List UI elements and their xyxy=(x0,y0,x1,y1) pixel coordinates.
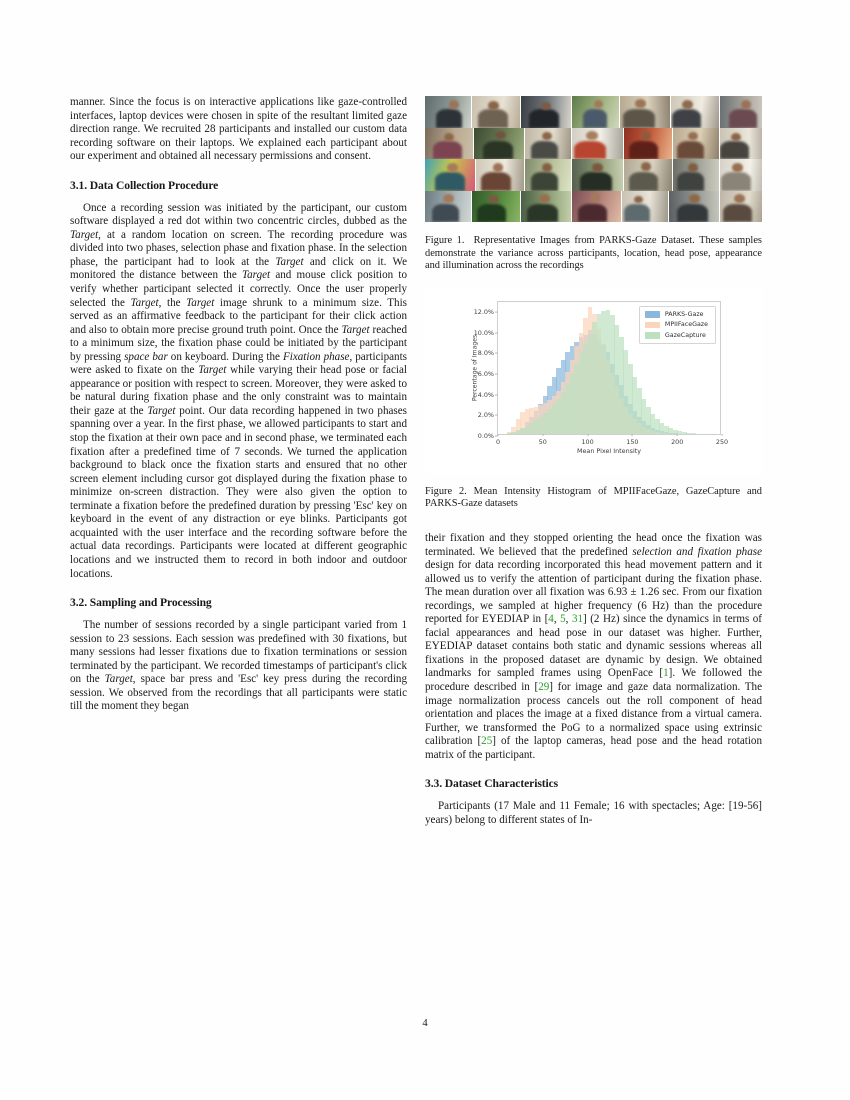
chart-y-tick-label: 2.0% xyxy=(477,411,494,420)
paragraph-data-collection xyxy=(70,202,407,581)
participant-photo xyxy=(525,128,571,160)
term-target: Target xyxy=(186,296,215,309)
participant-photo xyxy=(572,159,622,191)
term-target: Target xyxy=(70,228,99,241)
chart-legend-label: MPIIFaceGaze xyxy=(664,321,708,329)
chart-plot-area xyxy=(471,301,729,455)
mosaic-row xyxy=(425,159,762,191)
participant-photo xyxy=(624,159,672,191)
text-run: ] (2 Hz) since the dynamics in terms of facial appearances and head pose in our dataset was higher. Further, EYEDIAP dataset contains both static and dynamic sessions whereas all fixations in the proposed dataset are dynamic by design. We obtained landmarks for sampled frames using OpenFace [ xyxy=(425,613,763,680)
text-run: , the xyxy=(158,296,187,309)
chart-legend-swatch xyxy=(645,311,660,318)
text-run: , xyxy=(553,613,561,626)
chart-legend-swatch xyxy=(645,332,660,339)
term-target: Target xyxy=(147,404,176,417)
figure-2-caption-label: Figure 2. xyxy=(425,485,467,497)
participant-photo xyxy=(521,96,571,128)
chart-legend-item xyxy=(645,332,708,339)
heading-3-2: 3.2. Sampling and Processing xyxy=(70,596,212,610)
text-run: their fixation and they stopped orienting the head once the fixation was terminated. We believed that the predefined xyxy=(425,531,762,558)
participant-photo xyxy=(521,191,571,223)
citation-link[interactable]: 1 xyxy=(663,667,669,680)
paragraph-fixation-analysis xyxy=(425,532,762,762)
participant-photo xyxy=(720,128,762,160)
participant-photo xyxy=(669,191,719,223)
participant-photo xyxy=(572,128,622,160)
participant-photo xyxy=(425,128,473,160)
term-target: Target xyxy=(275,255,304,268)
participant-photo xyxy=(425,159,475,191)
participant-photo xyxy=(720,96,762,128)
citation-link[interactable]: 31 xyxy=(571,613,584,626)
participant-photo xyxy=(572,191,620,223)
figure-2-caption xyxy=(425,486,762,511)
text-run: , space bar press and 'Esc' key press during the recording session. We observed from the recordings that all participants were static till the moment they began xyxy=(70,673,407,713)
chart-legend-swatch xyxy=(645,322,660,329)
participant-photo xyxy=(673,159,719,191)
term-target: Target xyxy=(104,673,133,686)
citation-link[interactable]: 29 xyxy=(538,680,550,693)
chart-x-tick-mark xyxy=(677,434,678,437)
chart-x-tick-mark xyxy=(542,434,543,437)
chart-y-tick-mark xyxy=(495,373,498,374)
participant-photo xyxy=(671,96,719,128)
participant-photo xyxy=(624,128,672,160)
figure-2-caption-text: Mean Intensity Histogram of MPIIFaceGaze, GazeCapture and PARKS-Gaze datasets xyxy=(425,485,762,510)
text-run: design for data recording incorporated this head movement pattern and it allowed us to verify the attention of participant during the fixation phase. The mean duration over all fixation was 6.93 xyxy=(425,559,762,599)
chart-x-tick-label: 200 xyxy=(671,437,684,446)
participant-photo xyxy=(472,96,520,128)
term-space-bar: space bar xyxy=(124,350,168,363)
text-run: image shrunk to a minimum size. This served as an affirmative feedback to the participant for their click action and also to obtain more precise ground truth point. Once the xyxy=(70,296,407,336)
mosaic-row xyxy=(425,191,762,223)
chart-y-tick-label: 10.0% xyxy=(473,328,494,337)
chart-x-tick-label: 150 xyxy=(626,437,639,446)
chart-y-tick-label: 0.0% xyxy=(477,431,494,440)
chart-legend-label: PARKS-Gaze xyxy=(664,310,704,318)
chart-y-tick-mark xyxy=(495,394,498,395)
participant-photo xyxy=(622,191,668,223)
participant-photo xyxy=(572,96,618,128)
text-run: 1.26 sec. From our fixation recordings, we sampled at higher frequency (6 Hz) than the procedure reported for EYEDIAP in [ xyxy=(425,586,762,626)
text-run: , participants were asked to fixate on the xyxy=(70,350,407,377)
chart-x-tick-label: 0 xyxy=(495,437,501,446)
chart-x-axis-label: Mean Pixel Intensity xyxy=(576,446,642,455)
text-run: Once a recording session was initiated by the participant, our custom software displayed a red dot within two concentric circles, dubbed as the xyxy=(70,201,407,228)
text-run: , xyxy=(565,613,572,626)
citation-link[interactable]: 4 xyxy=(548,613,554,626)
participant-photo xyxy=(472,191,520,223)
chart-x-tick-mark xyxy=(587,434,588,437)
term-target: Target xyxy=(241,269,271,282)
chart-x-tick-label: 100 xyxy=(581,437,594,446)
page-number: 4 xyxy=(422,1018,428,1029)
text-run: ] of the laptop cameras, head pose and the head rotation matrix of the participant. xyxy=(425,735,763,761)
chart-x-tick-label: 250 xyxy=(715,437,729,446)
text-run: while varying their head pose or facial appearance or position with respect to screen. Moreover, they were asked to be natural during fixation phase and the only constraint was to maintain their gaze at the xyxy=(70,364,407,417)
paragraph-intro: manner. Since the focus is on interactive applications like gaze-controlled interfaces, laptop devices were chosen in spite of the resultant limited gaze direction range. We recruited 28 participants and installed our custom data recording software on their laptops. We explained each participant about our experiment and obtained all necessary permissions and consent. xyxy=(70,96,407,163)
participant-photo xyxy=(620,96,670,128)
mosaic-row xyxy=(425,128,762,160)
term-target: Target xyxy=(130,296,159,309)
figure-1-caption-label: Figure 1. xyxy=(425,235,465,246)
chart-x-tick-mark xyxy=(498,434,499,437)
left-column xyxy=(70,96,407,714)
chart-y-tick-mark xyxy=(495,415,498,416)
chart-legend xyxy=(639,306,716,344)
term-target: Target xyxy=(198,364,227,377)
right-column xyxy=(425,96,762,827)
text-run: and click on it. We monitored the distance between the xyxy=(70,255,408,282)
term-fixation-phase: Fixation phase xyxy=(282,350,350,363)
heading-3-1: 3.1. Data Collection Procedure xyxy=(70,178,219,192)
participant-photo xyxy=(425,191,471,223)
participant-photo xyxy=(720,191,762,223)
chart-y-tick-label: 12.0% xyxy=(473,308,494,317)
participant-photo xyxy=(525,159,571,191)
paragraph-dataset-characteristics: Participants (17 Male and 11 Female; 16 with spectacles; Age: [19-56] years) belong to different states of In- xyxy=(425,800,762,826)
chart-y-tick-mark xyxy=(495,332,498,333)
text-run: on keyboard. During the xyxy=(167,350,283,363)
heading-3-3: 3.3. Dataset Characteristics xyxy=(425,777,559,791)
text-run: ] for image and gaze data normalization. The image normalization process cancels out the roll component of head orientation and places the image at a fixed distance from a virtual camera. Further, we transformed the PoG to a normalized space using extrinsic calibration [ xyxy=(425,680,762,748)
text-run: point. Our data recording happened in two phases spanning over a year. In the first phase, we allowed participants to start and stop the fixation at their own pace and in second phase, we terminated each fixation after a predefined time of 7 seconds. We turned the application background to black once the fixation starts and ensured that no other screen element including cursor got displayed during the fixation phase to minimize on-screen distraction. They were also given the option to terminate a fixation before the predefined duration by pressing 'Esc' key on keyboard in the event of any distraction or eye blinks. Participants got acquainted with the user interface and the recording software before the actual data recordings. Participants were located at different geographic locations and we instructed them to record in both indoor and outdoor locations. xyxy=(70,404,407,580)
term-selection-fixation-phase: selection and fixation phase xyxy=(632,545,762,558)
chart-x-tick-mark xyxy=(722,434,723,437)
chart-x-tick-label: 50 xyxy=(538,437,547,446)
figure-1-caption-text: Representative Images from PARKS-Gaze Dataset. These samples demonstrate the variance across participants, location, head pose, appearance and illumination across the recordings xyxy=(425,235,762,272)
figure-1-caption xyxy=(425,235,762,273)
mosaic-row xyxy=(425,96,762,128)
chart-y-tick-label: 4.0% xyxy=(477,390,494,399)
text-run: The number of sessions recorded by a single participant varied from 1 session to 23 sessions. Each session was predefined with 30 fixations, but many sessions had lesser fixations due to fixation terminations or session terminated by the participant. We recorded timestamps of participant's click on the xyxy=(70,619,407,686)
chart-legend-item xyxy=(645,311,708,318)
figure-1-image-mosaic xyxy=(425,96,762,222)
text-run: , at a random location on screen. The recording procedure was divided into two phases, selection phase and fixation phase. In the selection phase, the participant had to look at the xyxy=(70,228,407,268)
chart-y-tick-label: 8.0% xyxy=(477,349,494,358)
citation-link[interactable]: 25 xyxy=(481,735,493,748)
participant-photo xyxy=(720,159,762,191)
histogram-bar xyxy=(691,433,696,434)
text-run: reached to a minimum size, the fixation phase could be initiated by the participant by pressing xyxy=(70,323,407,363)
participant-photo xyxy=(476,159,524,191)
participant-photo xyxy=(425,96,471,128)
chart-y-axis-label: Percentage of Images xyxy=(471,334,479,401)
chart-y-tick-label: 6.0% xyxy=(477,369,494,378)
chart-y-tick-mark xyxy=(495,353,498,354)
paragraph-sampling xyxy=(70,619,407,714)
participant-photo xyxy=(474,128,524,160)
text-run: and mouse click position to verify whether participant selected it correctly. Once the user properly selected the xyxy=(70,269,407,309)
term-target: Target xyxy=(341,323,370,336)
text-run: ]. We followed the procedure described in [ xyxy=(425,667,762,693)
chart-legend-label: GazeCapture xyxy=(664,331,706,339)
chart-x-tick-mark xyxy=(632,434,633,437)
chart-legend-item xyxy=(645,321,708,328)
figure-2-histogram xyxy=(425,289,762,474)
participant-photo xyxy=(673,128,719,160)
plus-minus-symbol: ± xyxy=(630,586,637,599)
chart-y-tick-mark xyxy=(495,312,498,313)
citation-link[interactable]: 5 xyxy=(560,613,566,626)
